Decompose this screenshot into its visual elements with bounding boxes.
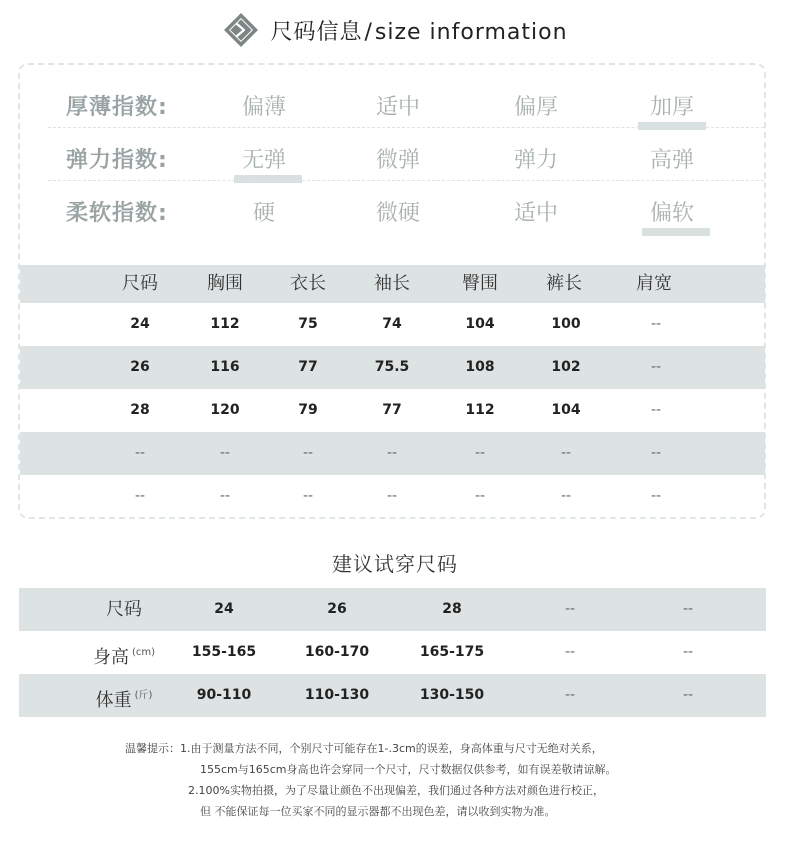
fit-table bbox=[19, 588, 766, 717]
table-cell: 79 bbox=[298, 402, 318, 418]
column-header: 裤长 bbox=[546, 273, 582, 294]
title-slash: / bbox=[364, 19, 373, 45]
table-cell: -- bbox=[682, 644, 694, 660]
table-cell: -- bbox=[219, 488, 231, 504]
thickness-label: 厚薄指数: bbox=[66, 95, 168, 120]
table-cell: 26 bbox=[130, 359, 150, 375]
table-cell: 100 bbox=[551, 316, 581, 332]
table-cell: -- bbox=[219, 445, 231, 461]
table-row bbox=[19, 588, 766, 631]
column-header: 肩宽 bbox=[636, 273, 672, 294]
title-en: size information bbox=[374, 19, 568, 45]
table-cell: -- bbox=[134, 488, 146, 504]
column-header: 尺码 bbox=[122, 273, 158, 294]
softness-label: 柔软指数: bbox=[66, 201, 168, 226]
column-header: 袖长 bbox=[374, 273, 410, 294]
selected-marker bbox=[638, 122, 706, 130]
option-text: 无弹 bbox=[241, 148, 286, 173]
elasticity-index-row bbox=[48, 131, 764, 181]
size-table bbox=[20, 265, 765, 518]
table-cell: -- bbox=[302, 445, 314, 461]
table-cell: 130-150 bbox=[419, 687, 485, 703]
elasticity-option: 弹力 bbox=[513, 148, 558, 173]
table-row bbox=[19, 631, 766, 674]
table-cell: 104 bbox=[465, 316, 495, 332]
title-cn: 尺码信息 bbox=[270, 19, 363, 45]
table-cell: 116 bbox=[210, 359, 240, 375]
table-cell: -- bbox=[650, 445, 662, 461]
table-cell: 74 bbox=[382, 316, 402, 332]
tip-line: 155cm与165cm身高也许会穿同一个尺寸，尺寸数据仅供参考，如有误差敬请谅解。 bbox=[200, 763, 617, 776]
table-cell: -- bbox=[650, 402, 662, 418]
table-cell: 28 bbox=[130, 402, 150, 418]
table-cell: -- bbox=[474, 488, 486, 504]
table-cell: 77 bbox=[382, 402, 402, 418]
table-cell: -- bbox=[564, 687, 576, 703]
column-header: 臀围 bbox=[462, 273, 498, 294]
table-cell: 90-110 bbox=[196, 687, 252, 703]
row-divider bbox=[48, 180, 764, 181]
table-cell: 102 bbox=[551, 359, 581, 375]
chevron-right-icon bbox=[222, 11, 260, 49]
thickness-index-row bbox=[48, 78, 764, 128]
table-row bbox=[20, 389, 765, 432]
table-cell: 24 bbox=[130, 316, 150, 332]
table-cell: -- bbox=[302, 488, 314, 504]
table-cell: -- bbox=[650, 488, 662, 504]
table-cell: 155-165 bbox=[191, 644, 257, 660]
table-cell: 160-170 bbox=[304, 644, 370, 660]
table-cell: 112 bbox=[210, 316, 240, 332]
column-header: 衣长 bbox=[290, 273, 326, 294]
column-header: 胸围 bbox=[207, 273, 243, 294]
table-cell: -- bbox=[386, 488, 398, 504]
thickness-option: 偏薄 bbox=[241, 95, 286, 120]
table-cell: -- bbox=[682, 687, 694, 703]
table-row bbox=[20, 303, 765, 346]
selected-marker bbox=[642, 228, 710, 236]
table-row bbox=[20, 346, 765, 389]
table-row bbox=[20, 475, 765, 518]
suggested-size-title: 建议试穿尺码 bbox=[332, 552, 458, 576]
table-cell: -- bbox=[560, 445, 572, 461]
tip-line: 温馨提示：1.由于测量方法不同，个别尺寸可能存在1-.3cm的误差，身高体重与尺寸无绝对关系， bbox=[125, 742, 603, 755]
table-cell: 75 bbox=[298, 316, 318, 332]
elasticity-label: 弹力指数: bbox=[66, 148, 168, 173]
table-cell: 75.5 bbox=[374, 359, 410, 375]
table-row bbox=[19, 674, 766, 717]
table-cell: 26 bbox=[327, 601, 347, 617]
row-label-text: 体重 bbox=[95, 690, 132, 711]
softness-option-selected bbox=[632, 196, 712, 227]
unit-label: (cm) bbox=[131, 647, 156, 658]
option-text: 加厚 bbox=[649, 95, 694, 120]
table-cell: -- bbox=[386, 445, 398, 461]
table-cell: 120 bbox=[210, 402, 240, 418]
tip-line: 2.100%实物拍摄，为了尽量让颜色不出现偏差，我们通过各种方法对颜色进行校正， bbox=[188, 784, 604, 797]
table-cell: -- bbox=[564, 644, 576, 660]
warm-tips bbox=[125, 738, 725, 822]
softness-option: 微硬 bbox=[375, 201, 420, 226]
section-header bbox=[0, 8, 790, 52]
table-cell: -- bbox=[134, 445, 146, 461]
softness-index-row bbox=[48, 184, 764, 234]
selected-marker bbox=[234, 175, 302, 183]
table-cell: -- bbox=[650, 359, 662, 375]
table-header-row bbox=[20, 265, 765, 303]
elasticity-option: 微弹 bbox=[375, 148, 420, 173]
unit-label: (斤) bbox=[134, 690, 153, 701]
thickness-option: 偏厚 bbox=[513, 95, 558, 120]
page-title bbox=[270, 15, 567, 46]
table-cell: 112 bbox=[465, 402, 495, 418]
table-cell: 165-175 bbox=[419, 644, 485, 660]
thickness-option: 适中 bbox=[375, 95, 420, 120]
tip-line: 但 不能保证每一位买家不同的显示器都不出现色差，请以收到实物为准。 bbox=[200, 805, 556, 818]
softness-option: 适中 bbox=[513, 201, 558, 226]
row-label-text: 尺码 bbox=[106, 599, 142, 620]
elasticity-option-selected bbox=[224, 143, 304, 174]
table-row bbox=[20, 432, 765, 475]
thickness-option-selected bbox=[632, 90, 712, 121]
row-divider bbox=[48, 127, 764, 128]
table-cell: 110-130 bbox=[304, 687, 370, 703]
option-text: 偏软 bbox=[649, 201, 694, 226]
table-cell: 24 bbox=[214, 601, 234, 617]
softness-option: 硬 bbox=[252, 201, 275, 226]
table-cell: 77 bbox=[298, 359, 318, 375]
row-label-text: 身高 bbox=[92, 647, 129, 668]
table-cell: -- bbox=[560, 488, 572, 504]
table-cell: 104 bbox=[551, 402, 581, 418]
table-cell: 28 bbox=[442, 601, 462, 617]
table-cell: -- bbox=[564, 601, 576, 617]
table-cell: 108 bbox=[465, 359, 495, 375]
table-cell: -- bbox=[650, 316, 662, 332]
elasticity-option: 高弹 bbox=[649, 148, 694, 173]
table-cell: -- bbox=[474, 445, 486, 461]
table-cell: -- bbox=[682, 601, 694, 617]
